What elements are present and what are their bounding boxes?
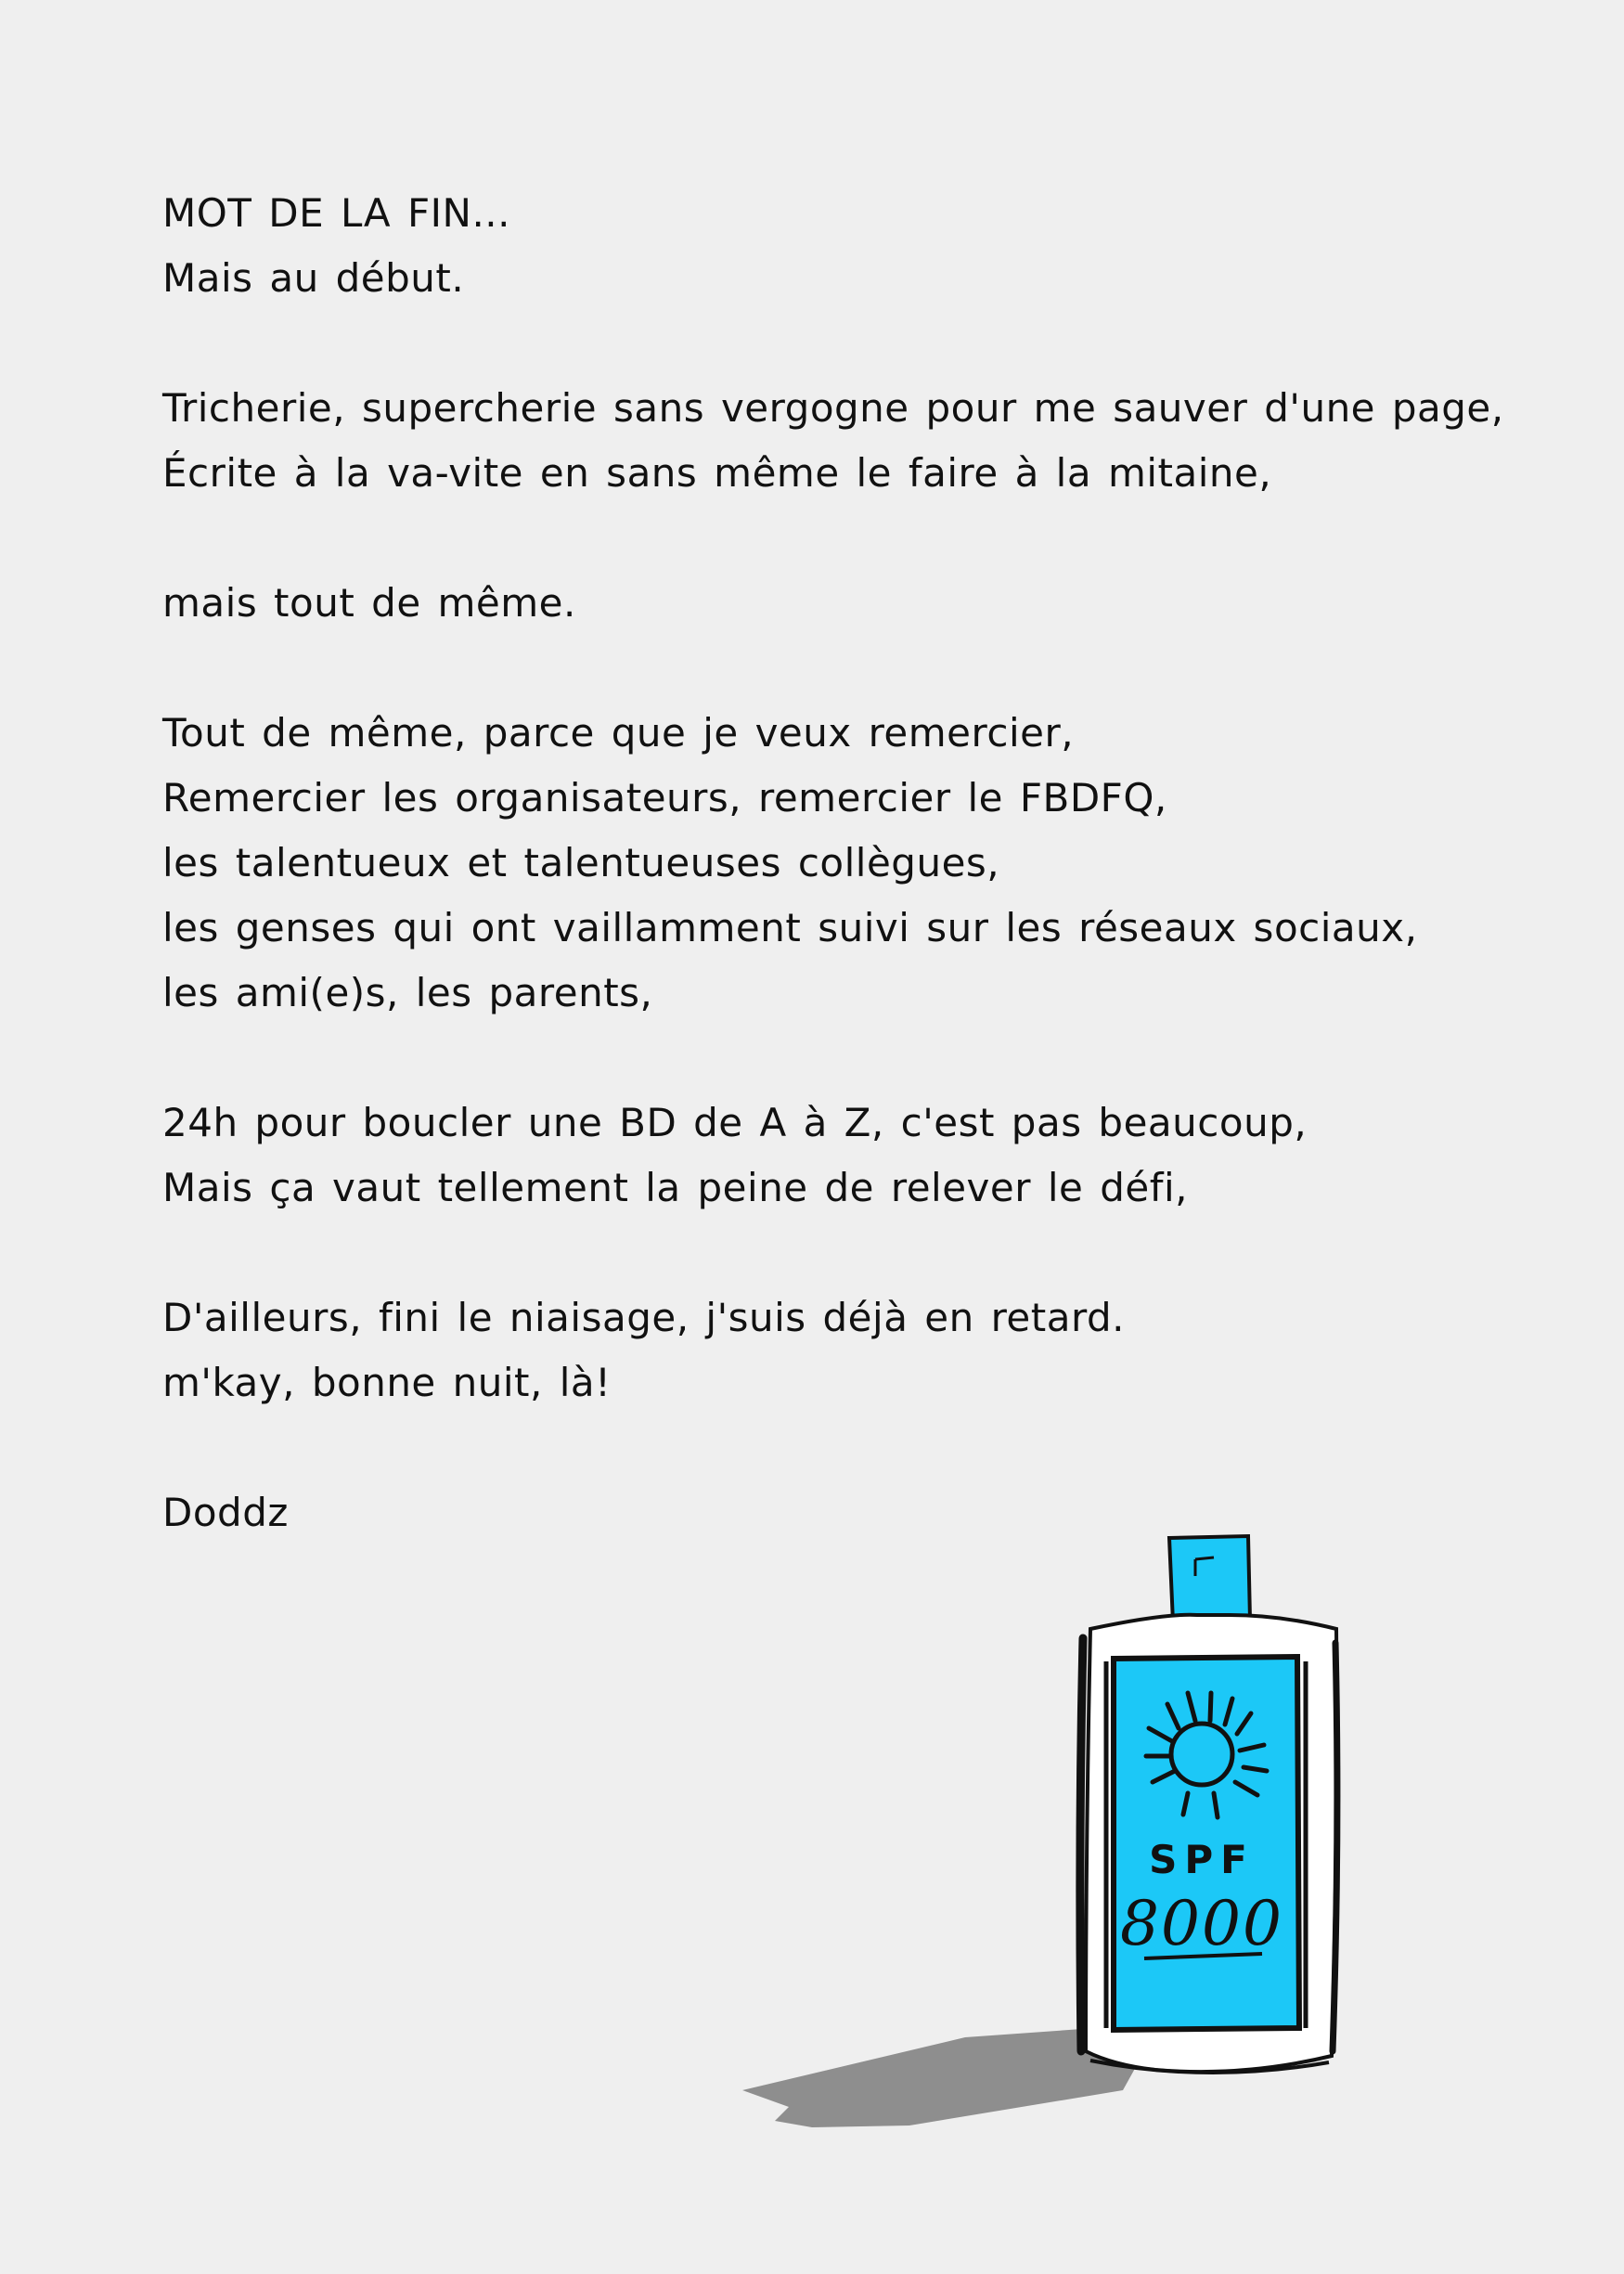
stanza1-line2: Écrite à la va-vite en sans même le faire à la mitaine, bbox=[162, 450, 1272, 496]
stanza3-line5: les ami(e)s, les parents, bbox=[162, 970, 653, 1015]
stanza5-line2: m'kay, bonne nuit, là! bbox=[162, 1360, 612, 1405]
sunscreen-bottle-illustration bbox=[724, 1522, 1373, 2190]
stanza4-line1: 24h pour boucler une BD de A à Z, c'est pas beaucoup, bbox=[162, 1100, 1308, 1145]
stanza1-line1: Tricherie, supercherie sans vergogne pour me sauver d'une page, bbox=[162, 385, 1504, 431]
bottle-label-spf: SPF bbox=[1149, 1837, 1255, 1882]
stanza3-line2: Remercier les organisateurs, remercier le FBDFQ, bbox=[162, 775, 1167, 820]
stanza2-line1: mais tout de même. bbox=[162, 580, 576, 626]
letter-text bbox=[162, 181, 1504, 1545]
stanza-gap bbox=[162, 1221, 1462, 1286]
stanza-gap bbox=[162, 1026, 1462, 1091]
stanza5-line1: D'ailleurs, fini le niaisage, j'suis déjà en retard. bbox=[162, 1295, 1126, 1340]
stanza-gap bbox=[162, 311, 1462, 376]
bottle-label-spf-value: 8000 bbox=[1120, 1888, 1283, 1959]
bottle-cap bbox=[1169, 1536, 1250, 1622]
stanza4-line2: Mais ça vaut tellement la peine de relever le défi, bbox=[162, 1165, 1189, 1210]
letter-title: MOT DE LA FIN... bbox=[162, 190, 510, 236]
stanza-gap bbox=[162, 636, 1462, 701]
stanza-gap bbox=[162, 506, 1462, 571]
stanza3-line1: Tout de même, parce que je veux remercier, bbox=[162, 710, 1075, 756]
stanza3-line4: les genses qui ont vaillamment suivi sur les réseaux sociaux, bbox=[162, 905, 1418, 950]
stanza3-line3: les talentueux et talentueuses collègues, bbox=[162, 840, 1000, 885]
stanza-gap bbox=[162, 1415, 1462, 1480]
signature: Doddz bbox=[162, 1490, 289, 1535]
letter-subtitle: Mais au début. bbox=[162, 255, 465, 301]
